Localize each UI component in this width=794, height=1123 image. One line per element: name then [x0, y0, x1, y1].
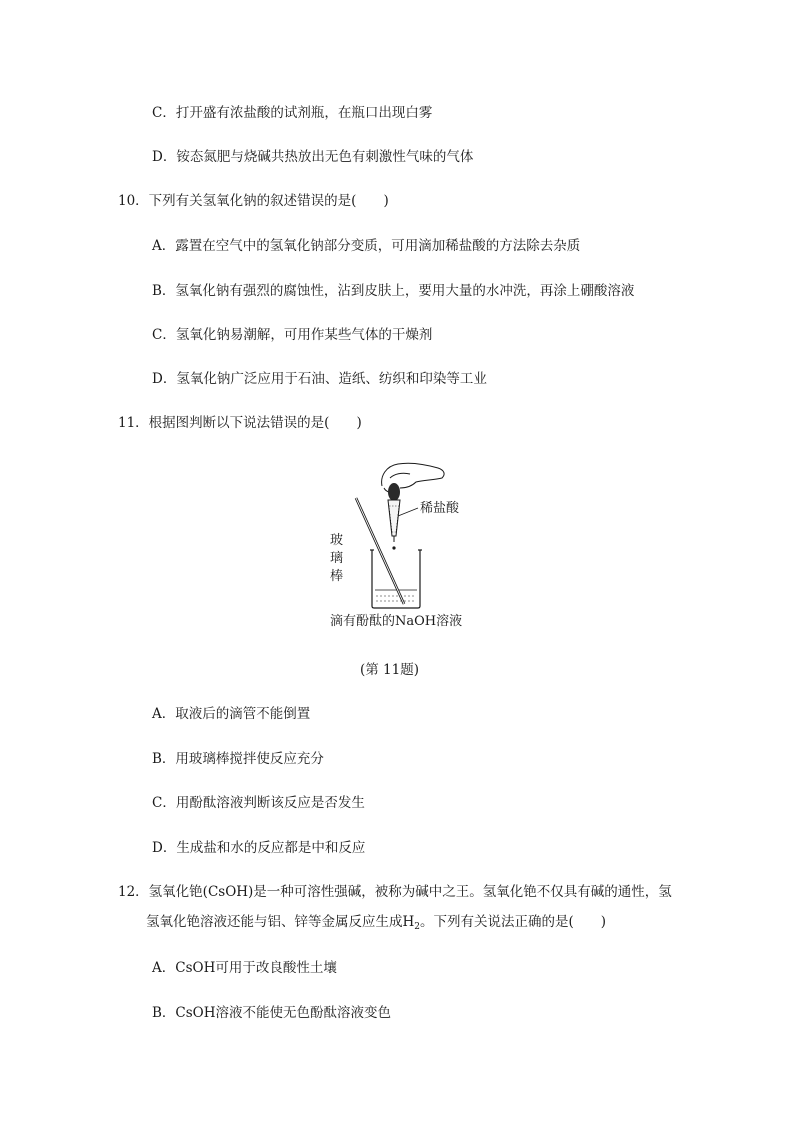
label-rod-3: 棒	[330, 569, 344, 584]
q11-option-b: B．用玻璃棒搅拌使反应充分	[152, 751, 324, 767]
q10-option-b: B．氢氧化钠有强烈的腐蚀性，沾到皮肤上，要用大量的水冲洗，再涂上硼酸溶液	[152, 283, 635, 299]
label-solution: 滴有酚酞的NaOH溶液	[330, 614, 463, 629]
q9-option-c: C．打开盛有浓盐酸的试剂瓶，在瓶口出现白雾	[152, 105, 433, 121]
q10-option-a: A．露置在空气中的氢氧化钠部分变质，可用滴加稀盐酸的方法除去杂质	[152, 238, 581, 254]
q11-option-c: C．用酚酞溶液判断该反应是否发生	[152, 795, 365, 811]
q10-option-c: C．氢氧化钠易潮解，可用作某些气体的干燥剂	[152, 327, 433, 343]
q12-option-b: B．CsOH溶液不能使无色酚酞溶液变色	[152, 1005, 392, 1021]
acid-label-leader	[398, 508, 418, 516]
q10-stem: 10．下列有关氢氧化钠的叙述错误的是( )	[118, 193, 389, 209]
q9-option-d: D．铵态氮肥与烧碱共热放出无色有刺激性气味的气体	[152, 149, 474, 165]
dropper-tube-icon	[388, 500, 400, 550]
neutralization-experiment-figure	[320, 458, 480, 638]
q12-stem-line2-tail: 。下列有关说法正确的是( )	[420, 914, 607, 930]
label-rod-2: 璃	[330, 551, 344, 566]
q11-option-d: D．生成盐和水的反应都是中和反应	[152, 840, 366, 856]
q11-option-a: A．取液后的滴管不能倒置	[152, 706, 311, 722]
q12-stem-line2-text: 氢氧化铯溶液还能与铝、锌等金属反应生成H	[146, 914, 415, 930]
q12-stem-line1: 12．氢氧化铯(CsOH)是一种可溶性强碱，被称为碱中之王。氢氧化铯不仅具有碱的通性，氢	[118, 884, 672, 900]
beaker-icon	[370, 550, 422, 608]
h2-subscript: 2	[414, 922, 421, 932]
label-dilute-hcl: 稀盐酸	[420, 501, 460, 516]
q11-stem: 11．根据图判断以下说法错误的是( )	[118, 415, 362, 431]
figure-caption: (第 11题)	[360, 662, 420, 678]
q12-stem-line2	[146, 912, 606, 937]
q10-option-d: D．氢氧化钠广泛应用于石油、造纸、纺织和印染等工业	[152, 371, 487, 387]
q12-option-a: A．CsOH可用于改良酸性土壤	[152, 960, 337, 976]
label-rod-1: 玻	[330, 533, 344, 548]
dropper-bulb-icon	[388, 483, 400, 501]
